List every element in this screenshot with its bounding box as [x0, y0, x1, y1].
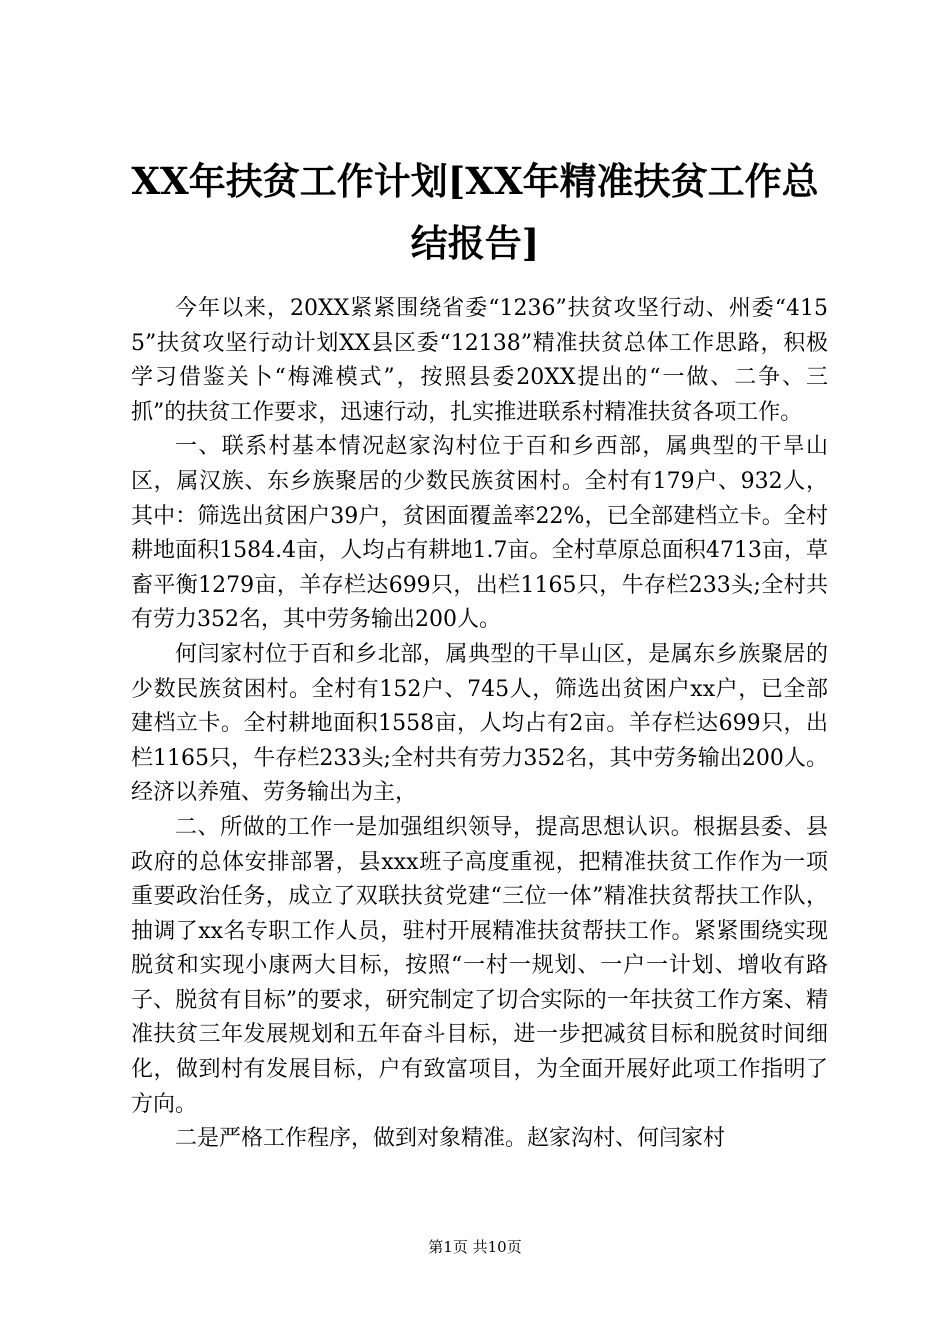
- document-title: XX年扶贫工作计划[XX年精准扶贫工作总结报告]: [131, 159, 819, 265]
- paragraph-village-heyanjia: 何闫家村位于百和乡北部，属典型的干旱山区，是属东乡族聚居的少数民族贫困村。全村有152户、745人，筛选出贫困户xx户，已全部建档立卡。全村耕地面积1558亩，人均占有2亩。羊存栏达699只，出栏1165只，牛存栏233头;全村共有劳力352名，其中劳务输出200人。经济以养殖、劳务输出为主，: [131, 641, 828, 806]
- paragraph-intro: 今年以来，20XX紧紧围绕省委“1236”扶贫攻坚行动、州委“4155”扶贫攻坚行动计划XX县区委“12138”精准扶贫总体工作思路，积极学习借鉴关卜“梅滩模式”，按照县委20XX提出的“一做、二争、三抓”的扶贫工作要求，迅速行动，扎实推进联系村精准扶贫各项工作。: [131, 296, 828, 425]
- paragraph-procedure: 二是严格工作程序，做到对象精准。赵家沟村、何闫家村: [175, 1126, 726, 1152]
- paragraph-work-done: 二、所做的工作一是加强组织领导，提高思想认识。根据县委、县政府的总体安排部署，县xxx班子高度重视，把精准扶贫工作作为一项重要政治任务，成立了双联扶贫党建“三位一体”精准扶贫帮扶工作队，抽调了xx名专职工作人员，驻村开展精准扶贫帮扶工作。紧紧围绕实现脱贫和实现小康两大目标，按照“一村一规划、一户一计划、增收有路子、脱贫有目标”的要求，研究制定了切合实际的一年扶贫工作方案、精准扶贫三年发展规划和五年奋斗目标，进一步把减贫目标和脱贫时间细化，做到村有发展目标，户有致富项目，为全面开展好此项工作指明了方向。: [131, 814, 828, 1117]
- page-footer: 第1页 共10页: [428, 1238, 522, 1256]
- document-body: [131, 292, 828, 1157]
- paragraph-village-zhaojiagou: 一、联系村基本情况赵家沟村位于百和乡西部，属典型的干旱山区，属汉族、东乡族聚居的少数民族贫困村。全村有179户、932人，其中：筛选出贫困户39户，贫困面覆盖率22%，已全部建档立卡。全村耕地面积1584.4亩，人均占有耕地1.7亩。全村草原总面积4713亩，草畜平衡1279亩，羊存栏达699只，出栏1165只，牛存栏233头;全村共有劳力352名，其中劳务输出200人。: [131, 434, 828, 633]
